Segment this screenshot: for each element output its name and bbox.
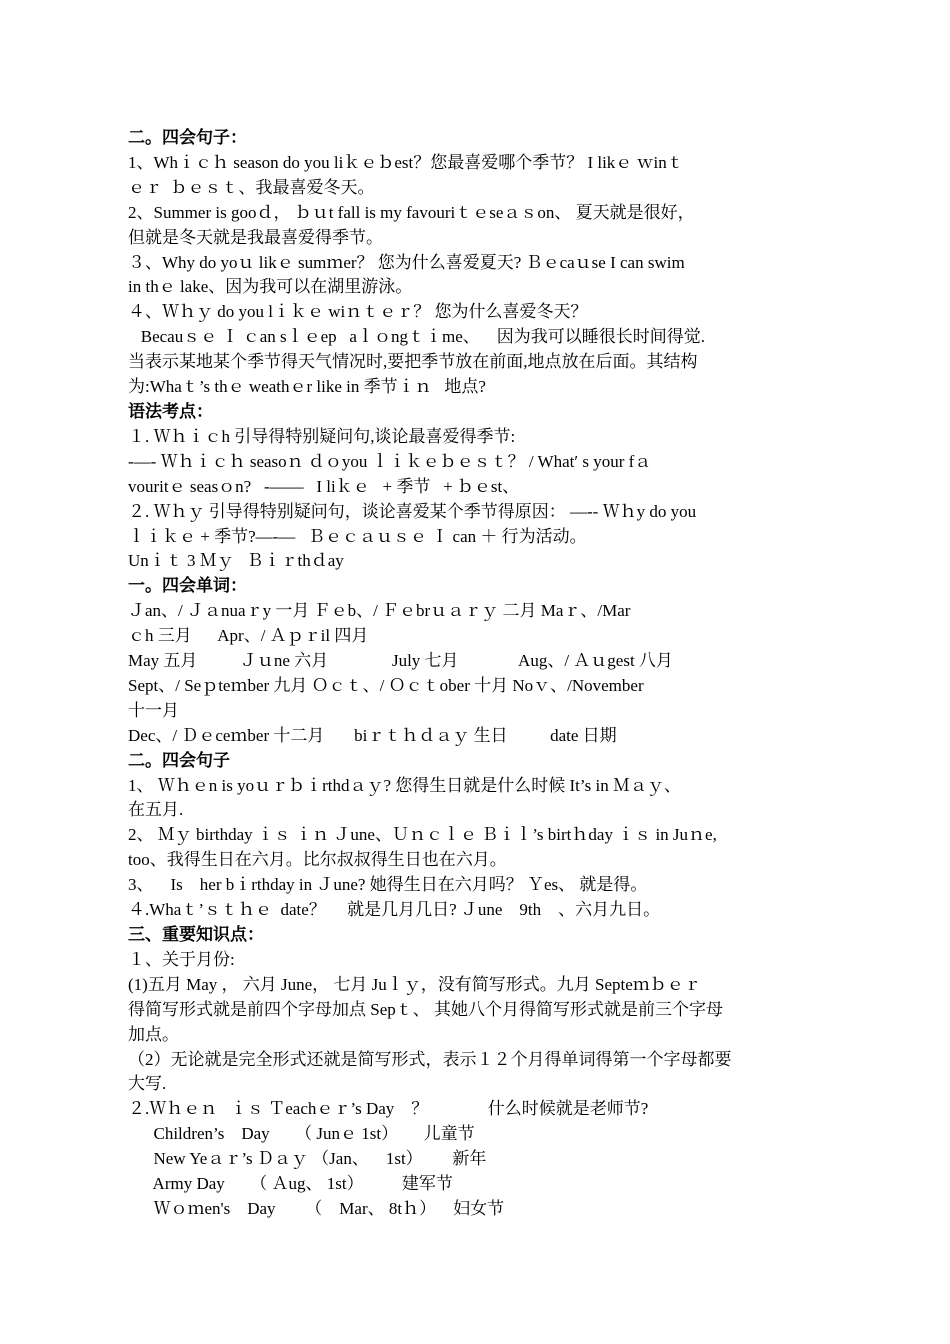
text-line: May 五月 Ｊｕne 六月 July 七月 Aug、/ Ａｕgest 八月 [128, 651, 673, 671]
text-line: 加点。 [128, 1024, 179, 1044]
text-line: vouritｅ seasｏn? -—— I liｋｅ + 季节 + ｂｅst、 [128, 476, 520, 496]
text-line: ３、Why do yoｕ likｅ sumｍer？ 您为什么喜爱夏天? Ｂｅcaｕse I can swim [128, 252, 685, 272]
text-line: （2）无论就是完全形式还就是简写形式，表示１２个月得单词得第一个字母都要 [128, 1049, 732, 1069]
text-line: ４.Whaｔ’ｓｔｈｅ date？ 就是几月几日? Ｊune 9th 、六月九日。 [128, 900, 661, 920]
section-heading: 一。四会单词： [128, 576, 247, 596]
text-line: 大写. [128, 1074, 167, 1094]
text-line: ｌｉｋｅ + 季节?—-— Ｂｅｃａｕｓｅ Ｉ can ＋ 行为活动。 [128, 526, 587, 546]
text-line: New Yeａｒ’s Ｄａｙ （Jan、 1st） 新年 [128, 1149, 487, 1169]
text-line: 2、 Ｍｙ birthday ｉｓ ｉｎ Ｊune、Ｕｎｃｌｅ Ｂｉｌ’s birtｈday ｉｓ in Juｎe, [128, 825, 717, 845]
section-heading: 语法考点： [128, 401, 213, 421]
text-line: ｃh 三月 Apr、/ Ａｐｒil 四月 [128, 626, 369, 646]
section-heading: 二。四会句子 [128, 750, 230, 770]
text-line: 但就是冬天就是我最喜爱得季节。 [128, 227, 383, 247]
text-line: １、关于月份: [128, 949, 235, 969]
text-line: １. Ｗｈｉｃh 引导得特别疑问句,谈论最喜爱得季节: [128, 426, 516, 446]
text-line: ２. Ｗｈｙ 引导得特别疑问句，谈论喜爱某个季节得原因： —-- Ｗｈy do you [128, 501, 697, 521]
text-line: 得简写形式就是前四个字母加点 Sepｔ、 其她八个月得简写形式就是前三个字母 [128, 999, 723, 1019]
text-line: 2、Summer is gooｄ， ｂｕt fall is my favouriｔｅseａｓon、 夏天就是很好， [128, 202, 695, 222]
text-line: ４、Ｗｈｙ do you lｉｋｅ wiｎｔｅｒ？ 您为什么喜爱冬天？ [128, 302, 588, 322]
section-heading: 二。四会句子： [128, 128, 247, 147]
section-heading: 三、重要知识点： [128, 925, 264, 944]
text-line: Becauｓｅ Ｉ ｃan sｌｅep aｌｏngｔｉme、 因为我可以睡很长时间得觉. [128, 327, 705, 347]
text-line: -—- Ｗｈｉｃｈ seasoｎ ｄｏyou ｌｉｋｅｂｅｓｔ？ / What′ s your fａ [128, 451, 652, 471]
text-line: Children’s Day （ Junｅ 1st） 儿童节 [128, 1124, 475, 1144]
text-line: Ｗｏｍen's Day （ Mar、 8tｈ） 妇女节 [128, 1198, 505, 1218]
text-line: 当表示某地某个季节得天气情况时,要把季节放在前面,地点放在后面。其结构 [128, 352, 698, 372]
text-line: 1、Whｉｃｈ season do you liｋｅｂest？您最喜爱哪个季节？ I likｅ ｗinｔ [128, 152, 684, 172]
text-line: Army Day （ Ａug、 1st） 建军节 [128, 1174, 453, 1194]
document-body [128, 126, 824, 1222]
text-line: Ｊan、/ Ｊａnuaｒy 一月 Ｆｅb、/ Ｆｅbrｕａｒｙ 二月 Maｒ、/Mar [128, 601, 631, 621]
text-line: too、我得生日在六月。比尔叔叔得生日也在六月。 [128, 850, 507, 870]
text-line: ｅｒ ｂｅｓｔ、我最喜爱冬天。 [128, 177, 375, 197]
text-line: ２.Ｗｈｅｎ ｉｓ Ｔeachｅｒ’s Day ？ 什么时候就是老师节? [128, 1099, 649, 1119]
text-line: Unｉｔ 3 Ｍｙ Ｂｉｒthｄay [128, 551, 344, 571]
text-line: 3、 Is her bｉrthday in Ｊune? 她得生日在六月吗？ Ｙes、 就是得。 [128, 875, 648, 895]
text-line: (1)五月 May ， 六月 June， 七月 Juｌｙ，没有简写形式。九月 Septeｍｂｅｒ [128, 974, 701, 994]
text-line: 十一月 [128, 700, 179, 720]
text-line: Dec、/ Ｄｅceｍber 十二月 biｒｔｈｄａｙ 生日 date 日期 [128, 725, 617, 745]
text-line: 为:Whaｔ’s thｅ weathｅr like in 季节ｉｎ 地点? [128, 377, 486, 397]
text-line: Sept、/ Seｐteｍber 九月 Ｏｃｔ、/ Ｏｃｔober 十月 Noｖ、/November [128, 675, 644, 695]
text-line: in thｅ lake、因为我可以在湖里游泳。 [128, 277, 413, 297]
text-line: 1、 Ｗｈｅn is yoｕｒｂｉrthdａｙ? 您得生日就是什么时候 It’s in Ｍａｙ、 [128, 775, 681, 795]
text-line: 在五月. [128, 800, 184, 820]
